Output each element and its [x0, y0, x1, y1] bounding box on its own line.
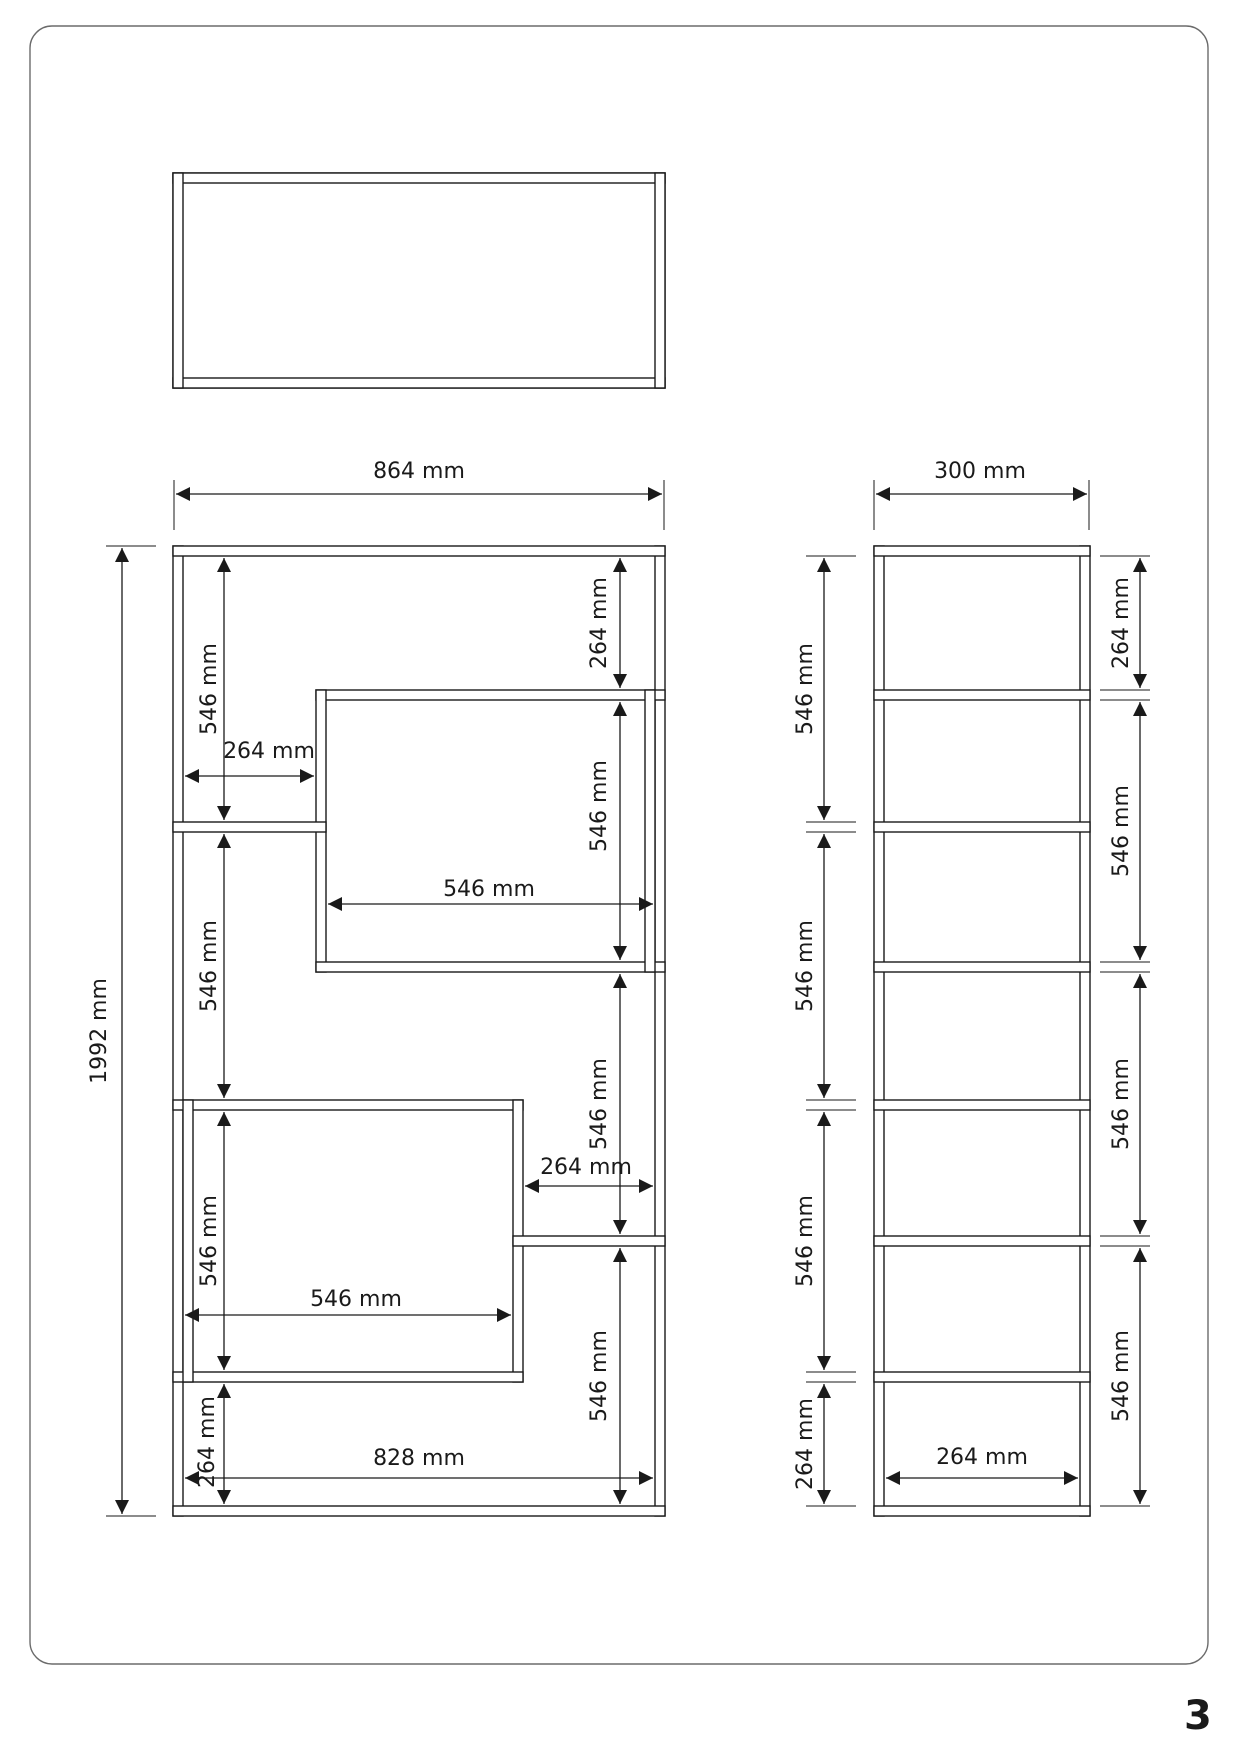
front-dim-label: 546 mm — [197, 1195, 222, 1287]
front-dim-label: 546 mm — [197, 643, 222, 735]
front-dim-label: 546 mm — [587, 1330, 612, 1422]
front-dim-label: 546 mm — [197, 920, 222, 1012]
front-dim-label: 546 mm — [587, 1058, 612, 1150]
front-dim-label: 264 mm — [195, 1396, 220, 1488]
page-number: 3 — [1184, 1693, 1212, 1739]
front-dim-label: 546 mm — [310, 1287, 402, 1312]
side-dim-label: 546 mm — [793, 920, 818, 1012]
front-width-label: 864 mm — [373, 459, 465, 484]
side-dim-label: 546 mm — [1109, 1058, 1134, 1150]
side-dim-label: 546 mm — [793, 1195, 818, 1287]
front-dim-label: 828 mm — [373, 1446, 465, 1471]
side-dim-label: 264 mm — [793, 1398, 818, 1490]
front-dim-label: 546 mm — [587, 760, 612, 852]
top-view — [173, 173, 665, 388]
side-dim-label: 546 mm — [793, 643, 818, 735]
side-dim-label: 546 mm — [1109, 785, 1134, 877]
side-dim-label: 264 mm — [1109, 577, 1134, 669]
front-dim-label: 264 mm — [223, 739, 315, 764]
side-depth-label: 300 mm — [934, 459, 1026, 484]
front-dim-label: 546 mm — [443, 877, 535, 902]
front-height-dimension — [87, 546, 156, 1516]
side-view — [874, 546, 1090, 1516]
front-width-dimension — [174, 459, 664, 530]
front-dim-label: 264 mm — [540, 1155, 632, 1180]
front-dimension-labels — [195, 577, 632, 1488]
side-dim-label: 546 mm — [1109, 1330, 1134, 1422]
side-depth-dimension — [874, 459, 1089, 530]
front-dim-label: 264 mm — [587, 577, 612, 669]
side-dim-label: 264 mm — [936, 1445, 1028, 1470]
front-height-label: 1992 mm — [87, 978, 112, 1084]
